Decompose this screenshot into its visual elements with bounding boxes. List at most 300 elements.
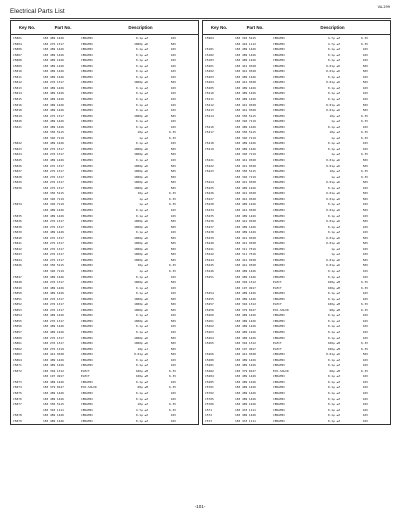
part-voltage: 6.3V xyxy=(361,41,368,46)
part-type: CERAMIC xyxy=(81,346,94,351)
key-number: C5810 xyxy=(13,69,22,74)
part-value: 1µ ±Z xyxy=(331,152,340,157)
part-type: CERAMIC xyxy=(81,119,94,124)
part-value: 1µ ±Z xyxy=(331,135,340,140)
part-type: CERAMIC xyxy=(81,36,94,40)
part-value: 0.01µ ±K xyxy=(326,163,340,168)
part-type: CERAMIC xyxy=(81,108,94,113)
part-voltage: 6.3V xyxy=(361,341,368,346)
part-value: 1000p ±K xyxy=(134,302,148,307)
part-number: 183 276 1317 xyxy=(43,335,64,340)
part-number: 183 489 1426 xyxy=(43,124,64,129)
part-voltage: 50V xyxy=(362,257,368,262)
part-number: 183 350 5115 xyxy=(235,130,256,135)
key-number: C5205 xyxy=(205,85,214,90)
part-type: CERAMIC xyxy=(81,69,94,74)
part-value: 1µ ±Z xyxy=(331,119,340,124)
part-type: CERAMIC xyxy=(273,163,286,168)
part-voltage: 6.3V xyxy=(361,119,368,124)
key-number: C5818 xyxy=(13,108,22,113)
part-number: 183 379 8127 xyxy=(43,385,64,390)
part-number: 183 489 1426 xyxy=(43,85,64,90)
part-value: 1000p ±K xyxy=(134,219,148,224)
part-type: CERAMIC xyxy=(273,36,286,40)
part-voltage: 16V xyxy=(362,141,368,146)
part-value: 0.1µ ±Z xyxy=(327,85,340,90)
part-value: 0.01µ ±K xyxy=(326,257,340,262)
key-number: C5873 xyxy=(13,379,22,384)
part-value: 68µ ±M xyxy=(329,368,340,373)
part-value: 0.1µ ±Z xyxy=(327,97,340,102)
part-value: 0.1µ ±Z xyxy=(135,357,148,362)
part-voltage: 16V xyxy=(362,413,368,418)
key-number: C5202 xyxy=(205,69,214,74)
part-voltage: 16V xyxy=(170,413,176,418)
part-type: CERAMIC xyxy=(81,396,94,401)
part-type: CERAMIC xyxy=(81,341,94,346)
key-number: C5181 xyxy=(205,47,214,52)
part-type: CERAMIC xyxy=(81,335,94,340)
key-number: C5219 xyxy=(205,146,214,151)
part-number: 183 489 1426 xyxy=(235,185,256,190)
key-number: C5843 xyxy=(13,252,22,257)
part-voltage: 16V xyxy=(362,268,368,273)
part-type: CERAMIC xyxy=(273,396,286,401)
part-number: 183 276 1317 xyxy=(43,224,64,229)
table-body xyxy=(203,35,390,424)
part-type: CERAMIC xyxy=(273,74,286,79)
part-number: 183 350 5115 xyxy=(43,130,64,135)
part-number: 183 276 1317 xyxy=(43,41,64,46)
key-number: C5826 xyxy=(13,163,22,168)
part-value: 0.1µ ±Z xyxy=(135,391,148,395)
part-voltage: 16V xyxy=(170,291,176,296)
part-voltage: 16V xyxy=(170,396,176,401)
part-type: CERAMIC xyxy=(273,146,286,151)
part-number: 183 489 1426 xyxy=(43,108,64,113)
part-voltage: 50V xyxy=(170,257,176,262)
key-number: C5840 xyxy=(13,235,22,240)
part-value: 0.01µ ±K xyxy=(326,235,340,240)
part-type: CERAMIC xyxy=(81,302,94,307)
part-number: 183 441 9328 xyxy=(235,207,256,212)
part-voltage: 50V xyxy=(170,280,176,285)
part-number: 183 489 1426 xyxy=(43,119,64,124)
key-number: C5702 xyxy=(205,391,214,395)
part-voltage: 50V xyxy=(170,241,176,246)
part-voltage: 16V xyxy=(362,324,368,329)
part-voltage: 16V xyxy=(362,418,368,423)
part-type: ELECT xyxy=(273,285,282,290)
part-voltage: 16V xyxy=(170,391,176,395)
title-rule xyxy=(10,18,391,19)
part-voltage: 16V xyxy=(170,274,176,279)
part-type: CERAMIC xyxy=(273,69,286,74)
part-type: CERAMIC xyxy=(273,329,286,334)
key-number: C5227 xyxy=(205,196,214,201)
key-number: C5241 xyxy=(205,246,214,251)
part-type: CERAMIC xyxy=(273,252,286,257)
key-number: C5244 xyxy=(205,257,214,262)
part-value: 0.1µ ±Z xyxy=(135,274,148,279)
part-type: CERAMIC xyxy=(81,263,94,268)
part-voltage: 50V xyxy=(170,174,176,179)
key-number: C5854 xyxy=(13,313,22,318)
part-type: CERAMIC xyxy=(273,413,286,418)
part-voltage: 50V xyxy=(362,207,368,212)
key-number: C5811 xyxy=(13,74,22,79)
part-value: 100µ ±M xyxy=(135,374,148,379)
part-voltage: 16V xyxy=(170,119,176,124)
part-voltage: 16V xyxy=(362,202,368,207)
part-type: CERAMIC xyxy=(81,158,94,163)
part-value: 100µ ±M xyxy=(327,341,340,346)
part-number: 183 489 1426 xyxy=(43,418,64,423)
parts-table-left xyxy=(10,20,199,425)
part-value: 1000p ±K xyxy=(134,318,148,323)
part-number: 183 441 9328 xyxy=(235,196,256,201)
part-number: 183 276 1317 xyxy=(43,113,64,118)
part-voltage: 50V xyxy=(362,196,368,201)
key-number: C5830 xyxy=(13,185,22,190)
part-voltage: 16V xyxy=(170,36,176,40)
key-number: C5222 xyxy=(205,163,214,168)
key-number: C5813 xyxy=(13,85,22,90)
key-number: C5824 xyxy=(13,152,22,157)
part-type: CERAMIC xyxy=(81,80,94,85)
part-number: 183 433 1111 xyxy=(235,407,256,412)
part-number: 183 489 1426 xyxy=(43,363,64,368)
key-number: C5224 xyxy=(205,180,214,185)
part-voltage: 50V xyxy=(362,263,368,268)
part-type: ECO-SOLID xyxy=(273,368,289,373)
part-value: 0.1µ ±Z xyxy=(135,69,148,74)
part-value: 0.1µ ±Z xyxy=(327,318,340,323)
part-value: 1µ ±Z xyxy=(139,135,148,140)
part-value: 0.1µ ±Z xyxy=(327,124,340,129)
key-number: C5801 xyxy=(13,36,22,40)
part-type: CERAMIC xyxy=(81,191,94,196)
key-number: C5874 xyxy=(13,385,22,390)
key-number: C5876 xyxy=(13,396,22,401)
part-number: 183 340 7119 xyxy=(43,135,64,140)
part-type: CERAMIC xyxy=(273,196,286,201)
part-value: 10µ ±Z xyxy=(137,191,148,196)
part-voltage: 16V xyxy=(362,124,368,129)
part-number: 183 276 1317 xyxy=(43,80,64,85)
table-row xyxy=(205,419,390,425)
part-number: 183 489 1426 xyxy=(43,213,64,218)
part-number: 183 489 1426 xyxy=(235,230,256,235)
key-number: C5265 xyxy=(205,341,214,346)
part-value: 0.1µ ±Z xyxy=(135,285,148,290)
part-voltage: 16V xyxy=(170,58,176,63)
part-voltage: 16V xyxy=(170,52,176,57)
part-value: 1000p ±K xyxy=(134,341,148,346)
key-number: C5822 xyxy=(13,141,22,146)
key-number: C5823 xyxy=(13,146,22,151)
part-type: CERAMIC xyxy=(273,291,286,296)
part-number: 183 393 1111 xyxy=(43,407,64,412)
part-number: 183 340 7119 xyxy=(235,135,256,140)
key-number: C5235 xyxy=(205,213,214,218)
part-value: 0.1µ ±Z xyxy=(135,324,148,329)
part-type: CERAMIC xyxy=(81,313,94,318)
part-voltage: 16V xyxy=(362,363,368,368)
part-value: 0.1µ ±Z xyxy=(135,58,148,63)
part-number: 183 489 1426 xyxy=(235,357,256,362)
key-number: C5182 xyxy=(205,52,214,57)
part-value: 0.01µ ±K xyxy=(326,191,340,196)
part-type: CERAMIC xyxy=(273,296,286,301)
part-number: 183 489 1426 xyxy=(235,97,256,102)
part-voltage: 16V xyxy=(362,224,368,229)
part-type: CERAMIC xyxy=(273,318,286,323)
part-value: 1000p ±K xyxy=(134,241,148,246)
part-voltage: 6.3V xyxy=(361,135,368,140)
part-type: CERAMIC xyxy=(81,180,94,185)
part-type: CERAMIC xyxy=(273,357,286,362)
part-number: 183 489 1426 xyxy=(235,413,256,418)
key-number: C5251 xyxy=(205,274,214,279)
part-voltage: 16V xyxy=(362,313,368,318)
part-type: CERAMIC xyxy=(273,63,286,68)
key-number: C572 xyxy=(205,413,212,418)
part-type: CERAMIC xyxy=(273,241,286,246)
part-number: 183 489 1426 xyxy=(43,58,64,63)
part-voltage: 16V xyxy=(170,102,176,107)
part-number: 183 340 7119 xyxy=(43,268,64,273)
part-value: 1000p ±K xyxy=(134,224,148,229)
part-value: 1µ ±Z xyxy=(139,268,148,273)
key-number: C5242 xyxy=(205,252,214,257)
key-number: C5239 xyxy=(205,235,214,240)
part-type: CERAMIC xyxy=(273,135,286,140)
part-number: 183 489 1426 xyxy=(43,63,64,68)
part-voltage: 50V xyxy=(362,63,368,68)
part-type: CERAMIC xyxy=(273,230,286,235)
part-number: 183 489 1426 xyxy=(43,391,64,395)
part-voltage: 16V xyxy=(362,74,368,79)
key-number: C5856 xyxy=(13,324,22,329)
part-number: 183 489 1426 xyxy=(43,141,64,146)
part-voltage: 50V xyxy=(170,146,176,151)
part-voltage: 50V xyxy=(362,191,368,196)
part-type: CERAMIC xyxy=(273,274,286,279)
part-type: CERAMIC xyxy=(81,291,94,296)
part-type: CERAMIC xyxy=(81,185,94,190)
key-number: C5879 xyxy=(13,418,22,423)
part-number: 183 276 1317 xyxy=(43,302,64,307)
part-value: 1000p ±K xyxy=(134,280,148,285)
key-number: C5212 xyxy=(205,102,214,107)
part-number: 183 340 7119 xyxy=(235,152,256,157)
column-header-part: Part No. xyxy=(246,25,264,30)
part-number: 183 489 1426 xyxy=(43,47,64,52)
part-voltage: 6.3V xyxy=(361,346,368,351)
part-value: 100µ ±M xyxy=(327,285,340,290)
page-title: Electrical Parts List xyxy=(10,8,65,15)
part-type: CERAMIC xyxy=(81,391,94,395)
part-number: 183 489 1426 xyxy=(43,396,64,401)
part-value: 0.01µ ±K xyxy=(326,196,340,201)
part-value: 0.1µ ±Z xyxy=(135,418,148,423)
key-number: C5263 xyxy=(205,329,214,334)
part-value: 1000p ±K xyxy=(134,185,148,190)
part-voltage: 50V xyxy=(170,180,176,185)
part-type: ELECT xyxy=(273,280,282,285)
part-number: 183 489 1426 xyxy=(43,329,64,334)
part-voltage: 16V xyxy=(170,230,176,235)
part-number: 183 276 1317 xyxy=(43,280,64,285)
part-number: 183 489 1426 xyxy=(43,207,64,212)
part-value: 0.1µ ±Z xyxy=(327,52,340,57)
part-voltage: 16V xyxy=(362,385,368,390)
part-voltage: 16V xyxy=(362,274,368,279)
part-voltage: 50V xyxy=(170,219,176,224)
part-value: 0.1µ ±Z xyxy=(327,146,340,151)
key-number: C5835 xyxy=(13,213,22,218)
part-value: 1000p ±K xyxy=(134,246,148,251)
part-type: CERAMIC xyxy=(81,130,94,135)
key-number: C5841 xyxy=(13,241,22,246)
part-number: 183 489 1426 xyxy=(235,58,256,63)
key-number: C5862 xyxy=(13,346,22,351)
part-type: CERAMIC xyxy=(81,207,94,212)
key-number: C5204 xyxy=(205,80,214,85)
part-value: 1000p ±K xyxy=(134,146,148,151)
page-number: -101- xyxy=(194,504,206,509)
part-type: CERAMIC xyxy=(81,379,94,384)
part-value: 0.1µ ±Z xyxy=(135,47,148,52)
part-value: 0.1µ ±Z xyxy=(327,324,340,329)
part-type: CERAMIC xyxy=(81,169,94,174)
part-number: 183 441 9328 xyxy=(235,257,256,262)
part-value: 0.1µ ±Z xyxy=(135,102,148,107)
key-number: C5701 xyxy=(205,385,214,390)
part-value: 0.01µ ±K xyxy=(326,180,340,185)
part-number: 183 489 1426 xyxy=(43,52,64,57)
part-voltage: 16V xyxy=(170,85,176,90)
part-voltage: 16V xyxy=(170,74,176,79)
part-number: 183 276 1317 xyxy=(43,307,64,312)
part-voltage: 16V xyxy=(362,85,368,90)
part-type: CERAMIC xyxy=(81,163,94,168)
part-type: CERAMIC xyxy=(273,169,286,174)
part-number: 183 489 1426 xyxy=(43,158,64,163)
part-type: CERAMIC xyxy=(273,52,286,57)
part-value: 0.1µ ±Z xyxy=(327,268,340,273)
key-number: C5705 xyxy=(205,396,214,401)
part-number: 183 489 1426 xyxy=(235,391,256,395)
part-number: 183 489 1426 xyxy=(235,202,256,207)
part-voltage: 50V xyxy=(362,158,368,163)
part-number: 183 489 1426 xyxy=(43,313,64,318)
key-number: C5819 xyxy=(13,113,22,118)
part-voltage: 16V xyxy=(170,63,176,68)
part-value: 0.1µ ±Z xyxy=(135,63,148,68)
key-number: C5834 xyxy=(13,202,22,207)
part-value: 0.01µ ±K xyxy=(326,69,340,74)
part-number: 183 276 1319 xyxy=(43,346,64,351)
part-voltage: 6.3V xyxy=(169,202,176,207)
part-number: 183 340 7119 xyxy=(235,174,256,179)
part-number: 183 441 9328 xyxy=(235,63,256,68)
key-number: C5852 xyxy=(13,302,22,307)
part-value: 0.1µ ±Z xyxy=(135,52,148,57)
part-value: 0.1µ ±Z xyxy=(327,185,340,190)
part-type: CERAMIC xyxy=(273,91,286,96)
part-value: 100µ ±M xyxy=(327,346,340,351)
part-number: 183 441 9328 xyxy=(235,180,256,185)
part-value: 1000p ±K xyxy=(134,174,148,179)
key-number: C5262 xyxy=(205,324,214,329)
part-number: 183 340 7119 xyxy=(43,202,64,207)
part-voltage: 6.3V xyxy=(169,402,176,407)
part-value: 0.1µ ±Z xyxy=(135,291,148,296)
part-voltage: 16V xyxy=(170,47,176,52)
part-number: 183 441 9328 xyxy=(235,102,256,107)
part-voltage: 16V xyxy=(362,318,368,323)
key-number: C5809 xyxy=(13,63,22,68)
part-voltage: 50V xyxy=(170,346,176,351)
part-voltage: 10V xyxy=(362,246,368,251)
part-voltage: 50V xyxy=(170,224,176,229)
part-voltage: 50V xyxy=(362,163,368,168)
part-number: 183 489 1426 xyxy=(235,141,256,146)
part-value: 4.7µ ±Z xyxy=(327,41,340,46)
key-number: C5213 xyxy=(205,108,214,113)
part-value: 0.01µ ±K xyxy=(326,219,340,224)
part-type: CERAMIC xyxy=(81,407,94,412)
part-voltage: 16V xyxy=(362,379,368,384)
part-type: CERAMIC xyxy=(81,52,94,57)
part-number: 183 489 1426 xyxy=(43,285,64,290)
part-number: 183 350 5115 xyxy=(43,402,64,407)
part-number: 183 441 9328 xyxy=(235,241,256,246)
part-voltage: 16V xyxy=(170,324,176,329)
part-value: 10µ ±Z xyxy=(137,263,148,268)
part-number: 183 340 7119 xyxy=(235,119,256,124)
part-value: 0.1µ ±Z xyxy=(327,230,340,235)
part-voltage: 16V xyxy=(362,91,368,96)
part-voltage: 16V xyxy=(362,230,368,235)
key-number: C5240 xyxy=(205,241,214,246)
part-voltage: 6.3V xyxy=(361,174,368,179)
part-type: CERAMIC xyxy=(273,158,286,163)
part-voltage: 50V xyxy=(362,102,368,107)
part-type: CERAMIC xyxy=(273,180,286,185)
part-type: ELECT xyxy=(273,341,282,346)
key-number: C5214 xyxy=(205,113,214,118)
part-voltage: 50V xyxy=(170,252,176,257)
part-voltage: 50V xyxy=(362,235,368,240)
part-type: CERAMIC xyxy=(273,202,286,207)
key-number: C5225 xyxy=(205,185,214,190)
part-value: 0.1µ ±Z xyxy=(327,396,340,401)
part-number: 183 489 1426 xyxy=(235,379,256,384)
part-type: CERAMIC xyxy=(273,102,286,107)
key-number: C5816 xyxy=(13,102,22,107)
part-number: 183 393 5215 xyxy=(235,36,256,40)
part-type: CERAMIC xyxy=(81,102,94,107)
part-voltage: 16V xyxy=(362,335,368,340)
key-number: C5246 xyxy=(205,268,214,273)
part-value: 0.1µ ±Z xyxy=(327,47,340,52)
part-voltage: 50V xyxy=(170,41,176,46)
part-number: 183 433 1111 xyxy=(235,418,256,423)
part-value: 0.1µ ±Z xyxy=(327,374,340,379)
